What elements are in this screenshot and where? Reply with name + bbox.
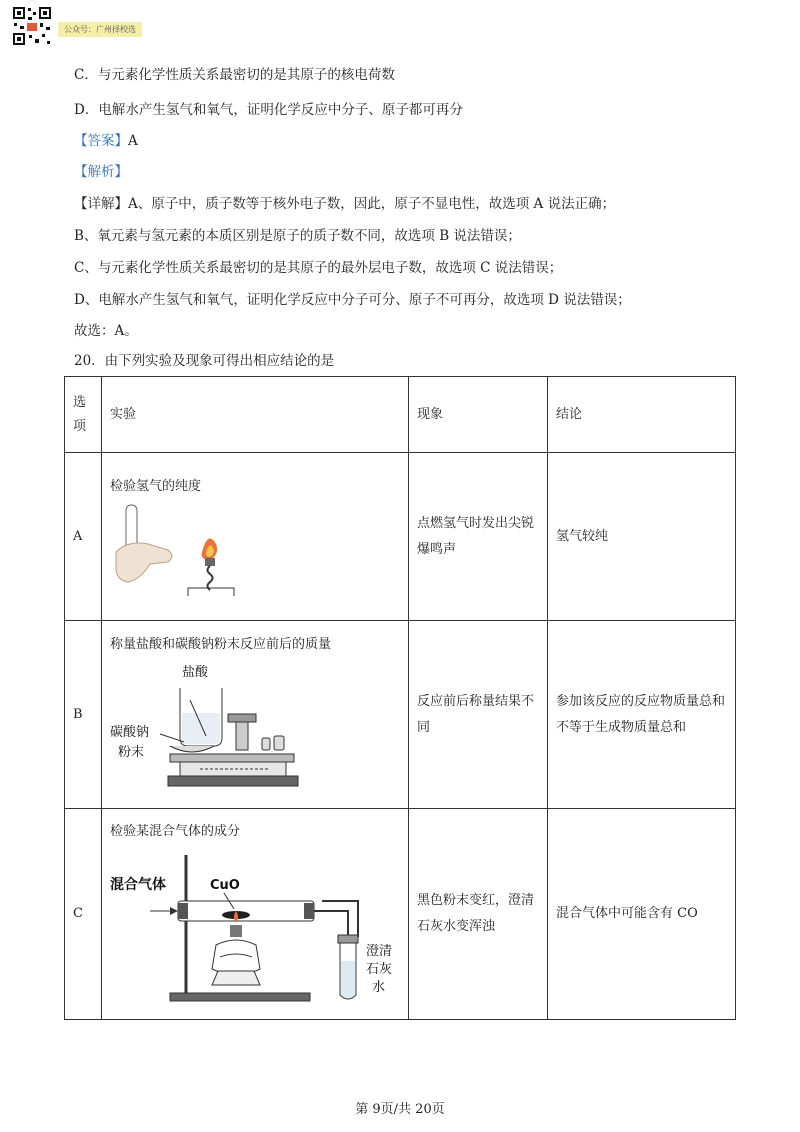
gzh-label: 公众号：广州择校选 <box>58 22 142 37</box>
label-lime: 石灰 <box>366 962 393 977</box>
header-experiment: 实验 <box>102 377 409 453</box>
detail-a-text: A、原子中，质子数等于核外电子数，因此，原子不显电性，故选项 A 说法正确； <box>128 196 616 212</box>
row-experiment <box>102 621 409 809</box>
answer-value: A <box>128 133 138 149</box>
page-number: 第 9页/共 20页 <box>355 1102 445 1117</box>
experiment-title: 检验氢气的纯度 <box>110 478 202 494</box>
table-header-row <box>65 377 736 453</box>
gas-test-figure <box>110 845 400 1009</box>
row-conclusion: 参加该反应的反应物质量总和不等于生成物质量总和 <box>548 621 736 809</box>
option-c-text: C．与元素化学性质关系最密切的是其原子的核电荷数 <box>74 67 395 83</box>
label-na2co3: 碳酸钠 <box>110 724 150 740</box>
qr-code-icon <box>12 6 52 46</box>
header-option: 选项 <box>65 377 102 453</box>
row-experiment <box>102 809 409 1020</box>
header-conclusion: 结论 <box>548 377 736 453</box>
experiment-title: 称量盐酸和碳酸钠粉末反应前后的质量 <box>110 636 332 652</box>
label-powder: 粉末 <box>118 744 145 760</box>
label-cuo: CuO <box>210 878 240 893</box>
label-mixed-gas: 混合气体 <box>110 877 166 893</box>
answer-line <box>74 132 138 150</box>
row-option: B <box>65 621 102 809</box>
analysis-label: 【解析】 <box>74 164 128 180</box>
detail-a-line <box>74 195 615 213</box>
detail-label: 【详解】 <box>74 196 128 212</box>
label-clear: 澄清 <box>366 944 393 959</box>
row-phenomenon: 黑色粉末变红，澄清石灰水变浑浊 <box>409 809 548 1020</box>
detail-b-text: B、氧元素与氢元素的本质区别是原子的质子数不同，故选项 B 说法错误； <box>74 228 521 244</box>
answer-label: 【答案】 <box>74 133 128 149</box>
row-phenomenon: 点燃氢气时发出尖锐爆鸣声 <box>409 453 548 621</box>
header-phenomenon: 现象 <box>409 377 548 453</box>
table-row <box>65 453 736 621</box>
detail-c-text: C、与元素化学性质关系最密切的是其原子的最外层电子数，故选项 C 说法错误； <box>74 260 563 276</box>
table-row <box>65 621 736 809</box>
row-option: A <box>65 453 102 621</box>
choose-text: 故选：A。 <box>74 323 138 339</box>
detail-d-text: D、电解水产生氢气和氧气，证明化学反应中分子可分、原子不可再分，故选项 D 说法错误； <box>74 292 631 308</box>
balance-figure <box>110 658 310 798</box>
row-conclusion: 氢气较纯 <box>548 453 736 621</box>
row-option: C <box>65 809 102 1020</box>
table-row <box>65 809 736 1020</box>
row-phenomenon: 反应前后称量结果不同 <box>409 621 548 809</box>
label-hcl: 盐酸 <box>182 664 209 680</box>
question-20: 20．由下列实验及现象可得出相应结论的是 <box>74 353 335 369</box>
option-d-text: D．电解水产生氢气和氧气，证明化学反应中分子、原子都可再分 <box>74 102 463 118</box>
label-water: 水 <box>372 980 386 995</box>
experiment-title: 检验某混合气体的成分 <box>110 824 241 839</box>
question-table <box>64 376 736 1020</box>
row-experiment <box>102 453 409 621</box>
hydrogen-test-figure <box>110 500 260 600</box>
row-conclusion: 混合气体中可能含有 CO <box>548 809 736 1020</box>
